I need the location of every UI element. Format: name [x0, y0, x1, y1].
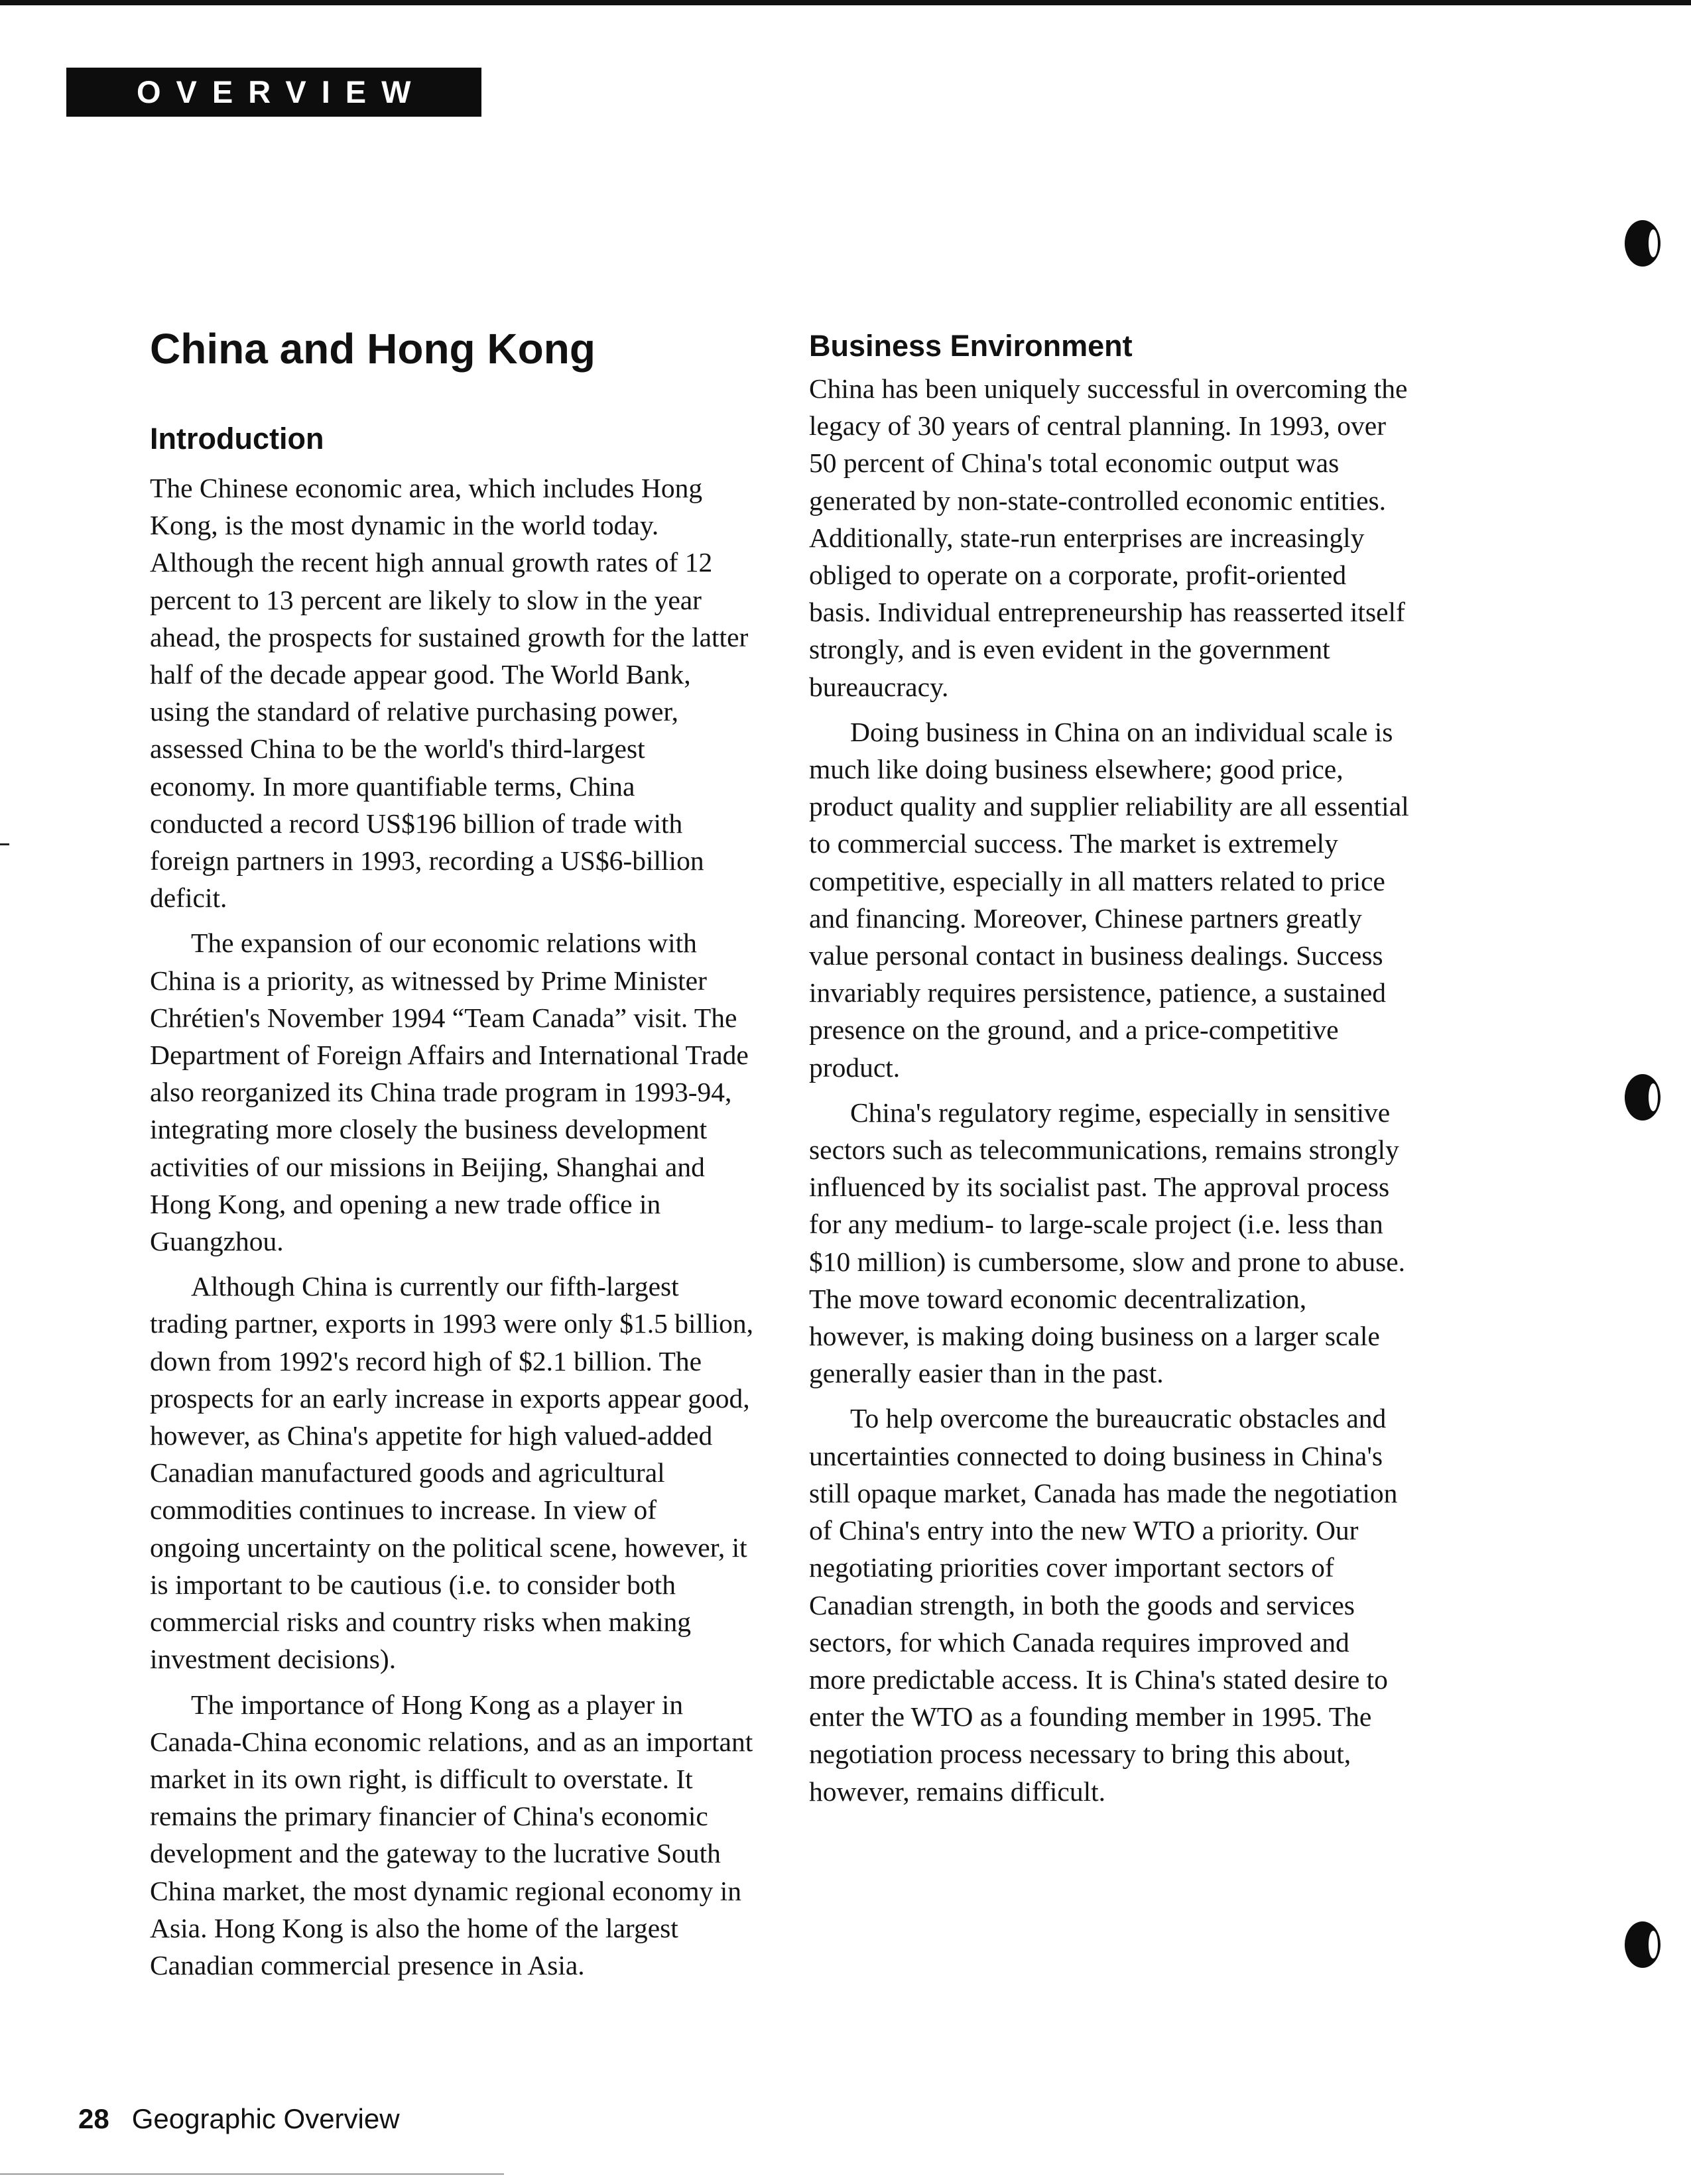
paragraph: China has been uniquely successful in overcoming the legacy of 30 years of central planning. In 1993, over 50 percent of China's total economic output was generated by non-state-controlled economic entities. Additionally, state-run enterprises are increasingly obliged to operate on a corporate, profit-oriented basis. Individual entrepreneurship has reasserted itself strongly, and is even evident in the government bureaucracy.	[809, 373, 1408, 702]
page-footer	[78, 2100, 400, 2138]
paragraph: Doing business in China on an individual scale is much like doing business elsewhere; good price, product quality and supplier reliability are all essential to commercial success. The market is extremely competitive, especially in all matters related to price and financing. Moreover, Chinese partners greatly value personal contact in business dealings. Success invariably requires persistence, patience, a sustained presence on the ground, and a price-competitive product.	[809, 716, 1409, 1083]
page-title: China and Hong Kong	[150, 325, 595, 373]
page-number: 28	[78, 2103, 109, 2134]
top-rule	[0, 0, 1691, 5]
left-column	[150, 419, 753, 1992]
footer-section-title: Geographic Overview	[131, 2103, 400, 2134]
paragraph: To help overcome the bureaucratic obstacles and uncertainties connected to doing business in China's still opaque market, Canada has made the negotiation of China's entry into the new WTO a priority. Our negotiating priorities cover important sectors of Canadian strength, in both the goods and services sectors, for which Canada requires improved and more predictable access. It is China's stated desire to enter the WTO as a founding member in 1995. The negotiation process necessary to bring this about, however, remains difficult.	[809, 1403, 1398, 1807]
binder-hole-icon	[1625, 1921, 1660, 1968]
paragraph: Although China is currently our fifth-largest trading partner, exports in 1993 were only $1.5 billion, down from 1992's record high of $2.1 billion. The prospects for an early increase in exports appear good, however, as China's appetite for high valued-added Canadian manufactured goods and agricultural commodities continues to increase. In view of ongoing uncertainty on the political scene, however, it is important to be cautious (i.e. to consider both commercial risks and country risks when making investment decisions).	[150, 1271, 754, 1675]
introduction-heading: Introduction	[150, 422, 324, 455]
business-environment-heading: Business Environment	[809, 329, 1133, 363]
bottom-rule	[0, 2173, 504, 2175]
right-column	[809, 326, 1412, 1818]
section-label-bar: OVERVIEW	[66, 68, 481, 117]
paragraph: The expansion of our economic relations with China is a priority, as witnessed by Prime Minister Chrétien's November 1994 “Team Canada” visit. The Department of Foreign Affairs and International Trade also reorganized its China trade program in 1993-94, integrating more closely the business development activities of our missions in Beijing, Shanghai and Hong Kong, and opening a new trade office in Guangzhou.	[150, 928, 749, 1257]
paragraph: The importance of Hong Kong as a player in Canada-China economic relations, and as an important market in its own right, is difficult to overstate. It remains the primary financier of China's economic development and the gateway to the lucrative South China market, the most dynamic regional economy in Asia. Hong Kong is also the home of the largest Canadian commercial presence in Asia.	[150, 1689, 753, 1980]
margin-tick	[0, 843, 9, 845]
binder-hole-icon	[1625, 220, 1660, 267]
paragraph: China's regulatory regime, especially in sensitive sectors such as telecommunications, remains strongly influenced by its socialist past. The approval process for any medium- to large-scale project (i.e. less than $10 million) is cumbersome, slow and prone to abuse. The move toward economic decentralization, however, is making doing business on a larger scale generally easier than in the past.	[809, 1097, 1406, 1389]
paragraph: The Chinese economic area, which includes Hong Kong, is the most dynamic in the world today. Although the recent high annual growth rates of 12 percent to 13 percent are likely to slow in the year ahead, the prospects for sustained growth for the latter half of the decade appear good. The World Bank, using the standard of relative purchasing power, assessed China to be the world's third-largest economy. In more quantifiable terms, China conducted a record US$196 billion of trade with foreign partners in 1993, recording a US$6-billion deficit.	[150, 473, 749, 914]
binder-hole-icon	[1625, 1074, 1660, 1121]
